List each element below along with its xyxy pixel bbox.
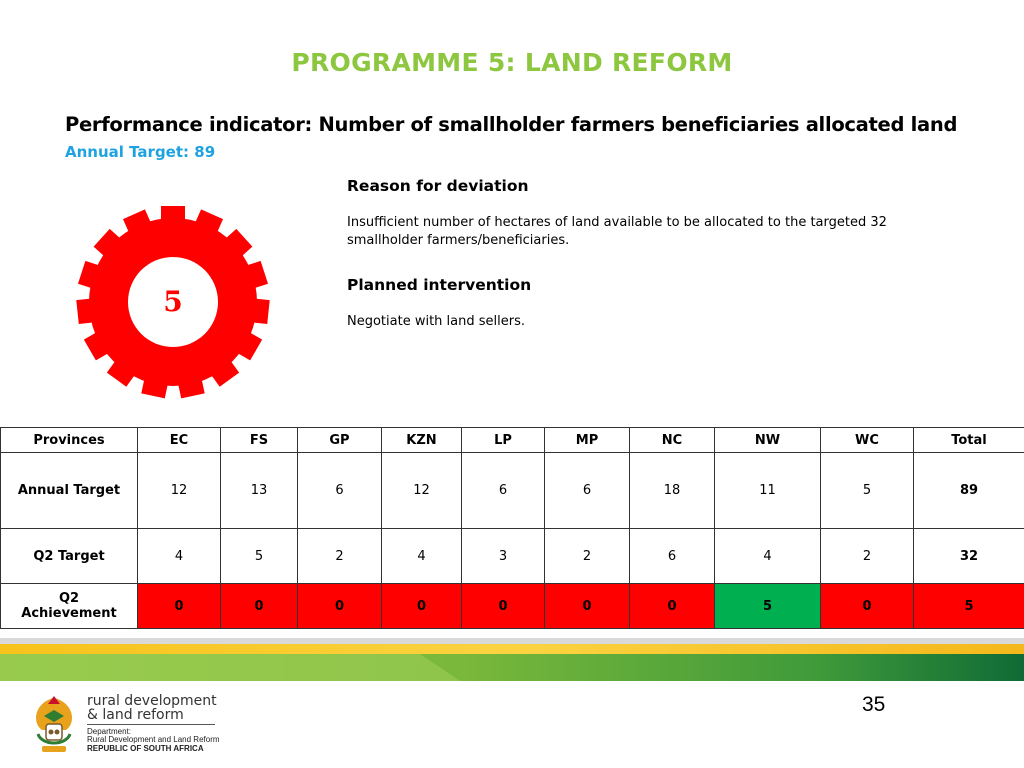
column-header: MP bbox=[545, 428, 630, 453]
table-cell: 6 bbox=[545, 453, 630, 529]
column-header: Provinces bbox=[1, 428, 138, 453]
table-cell: 12 bbox=[138, 453, 221, 529]
column-header: FS bbox=[221, 428, 298, 453]
column-header: EC bbox=[138, 428, 221, 453]
table-cell: 3 bbox=[462, 529, 545, 584]
table-header-row bbox=[1, 428, 1024, 453]
row-label-line: Achievement bbox=[21, 606, 117, 621]
brand-divider bbox=[87, 724, 215, 725]
total-cell: 32 bbox=[914, 529, 1024, 584]
annual-target: Annual Target: 89 bbox=[65, 143, 216, 161]
table-cell: 0 bbox=[821, 584, 914, 629]
performance-indicator: Performance indicator: Number of smallholder farmers beneficiaries allocated land bbox=[65, 113, 958, 136]
table-cell: 11 bbox=[715, 453, 821, 529]
table-cell: 0 bbox=[630, 584, 715, 629]
table-cell: 0 bbox=[221, 584, 298, 629]
table-row-annual-target bbox=[1, 453, 1024, 529]
intervention-text: Negotiate with land sellers. bbox=[347, 314, 525, 329]
brand-name-line2: & land reform bbox=[87, 707, 184, 723]
column-header: KZN bbox=[382, 428, 462, 453]
table-cell: 6 bbox=[630, 529, 715, 584]
gear-icon bbox=[73, 202, 273, 402]
table-cell: 5 bbox=[715, 584, 821, 629]
row-label bbox=[1, 584, 138, 629]
table-cell: 2 bbox=[298, 529, 382, 584]
intervention-heading: Planned intervention bbox=[347, 276, 532, 294]
column-header: LP bbox=[462, 428, 545, 453]
table-cell: 5 bbox=[821, 453, 914, 529]
table-cell: 0 bbox=[298, 584, 382, 629]
table-cell: 6 bbox=[298, 453, 382, 529]
footer-band bbox=[0, 638, 1024, 683]
table-cell: 0 bbox=[138, 584, 221, 629]
reason-text: Insufficient number of hectares of land available to be allocated to the targeted 32 smallholder farmers/beneficiaries. bbox=[347, 215, 887, 248]
department-name: Rural Development and Land Reform bbox=[87, 735, 220, 744]
reason-heading: Reason for deviation bbox=[347, 177, 529, 195]
table-row-q2-target bbox=[1, 529, 1024, 584]
total-cell: 89 bbox=[914, 453, 1024, 529]
table-cell: 2 bbox=[821, 529, 914, 584]
table-cell: 5 bbox=[221, 529, 298, 584]
table-cell: 18 bbox=[630, 453, 715, 529]
table-cell: 0 bbox=[545, 584, 630, 629]
table-row-q2-achievement bbox=[1, 584, 1024, 629]
row-label: Q2 Target bbox=[1, 529, 138, 584]
brand-name-line1: rural development bbox=[87, 693, 217, 709]
column-header: NC bbox=[630, 428, 715, 453]
table-cell: 6 bbox=[462, 453, 545, 529]
table-cell: 4 bbox=[715, 529, 821, 584]
row-label-line: Q2 bbox=[58, 591, 80, 606]
column-header: GP bbox=[298, 428, 382, 453]
table-cell: 0 bbox=[462, 584, 545, 629]
province-performance-table bbox=[0, 427, 1024, 629]
table-cell: 12 bbox=[382, 453, 462, 529]
row-label: Annual Target bbox=[1, 453, 138, 529]
coat-of-arms-logo bbox=[30, 694, 78, 756]
country-name: REPUBLIC OF SOUTH AFRICA bbox=[87, 744, 204, 753]
column-header: NW bbox=[715, 428, 821, 453]
table-cell: 4 bbox=[138, 529, 221, 584]
department-label: Department: bbox=[87, 727, 132, 736]
table-cell: 0 bbox=[382, 584, 462, 629]
table-cell: 2 bbox=[545, 529, 630, 584]
column-header: Total bbox=[914, 428, 1024, 453]
page-number: 35 bbox=[862, 693, 886, 716]
page-title: PROGRAMME 5: LAND REFORM bbox=[291, 48, 733, 77]
table-cell: 13 bbox=[221, 453, 298, 529]
gear-value: 5 bbox=[163, 285, 183, 318]
column-header: WC bbox=[821, 428, 914, 453]
total-cell: 5 bbox=[914, 584, 1024, 629]
table-cell: 4 bbox=[382, 529, 462, 584]
